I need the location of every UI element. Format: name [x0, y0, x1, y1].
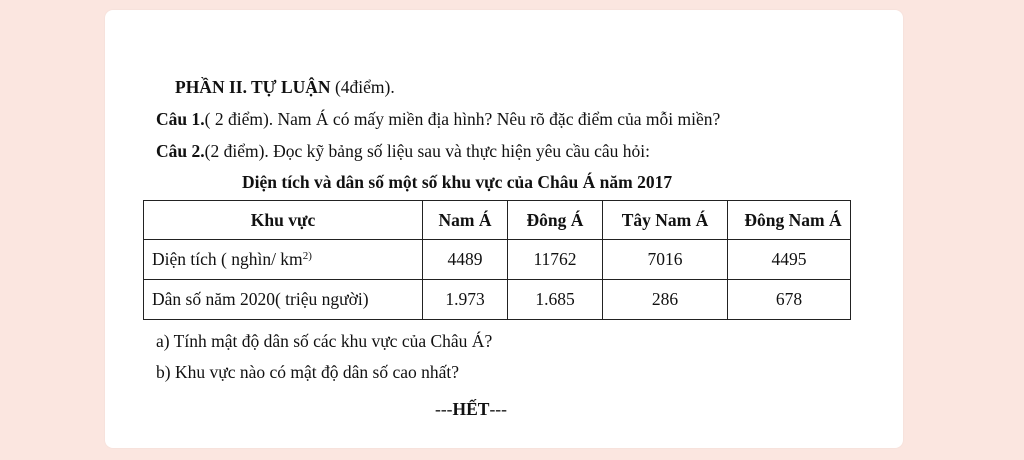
table-header-row: [144, 201, 851, 240]
header-east-asia: Đông Á: [508, 201, 603, 240]
end-dashes-right: ---: [489, 399, 507, 419]
table-cell: 678: [728, 280, 851, 320]
header-southeast-asia: Đông Nam Á: [732, 201, 855, 240]
row-label-area-text: Diện tích ( nghìn/ km: [152, 249, 303, 269]
end-dashes-left: ---: [435, 399, 453, 419]
table-cell: 1.685: [508, 280, 603, 320]
header-region: Khu vực: [144, 201, 423, 240]
document-card: [105, 10, 903, 448]
header-southwest-asia: Tây Nam Á: [603, 201, 728, 240]
table-row: [144, 280, 851, 320]
table-cell: 286: [603, 280, 728, 320]
table-title: Diện tích và dân số một số khu vực của Châu Á năm 2017: [242, 172, 673, 192]
table-cell: 4495: [728, 240, 851, 280]
row-label-population: Dân số năm 2020( triệu người): [144, 280, 423, 320]
table-row: [144, 240, 851, 280]
end-word: HẾT: [452, 399, 490, 419]
section-points: (4điểm).: [330, 77, 395, 97]
row-label-area-sup: 2): [302, 250, 312, 262]
table-cell: 4489: [423, 240, 508, 280]
question-2-label: Câu 2.: [156, 141, 205, 161]
section-title: PHẦN II. TỰ LUẬN: [175, 77, 331, 97]
question-1: [156, 108, 720, 130]
sub-question-b: b) Khu vực nào có mật độ dân số cao nhất?: [156, 362, 460, 382]
question-2-text: (2 điểm). Đọc kỹ bảng số liệu sau và thực hiện yêu cầu câu hỏi:: [204, 141, 651, 161]
data-table: [143, 200, 851, 320]
header-south-asia: Nam Á: [423, 201, 508, 240]
table-cell: 1.973: [423, 280, 508, 320]
end-marker: [435, 398, 507, 420]
question-1-text: ( 2 điểm). Nam Á có mấy miền địa hình? Nêu rõ đặc điểm của mỗi miền?: [204, 109, 721, 129]
sub-question-a: a) Tính mật độ dân số các khu vực của Châu Á?: [156, 331, 493, 351]
section-heading: [175, 76, 395, 98]
table-cell: 7016: [603, 240, 728, 280]
row-label-area: [144, 240, 423, 280]
question-1-label: Câu 1.: [156, 109, 205, 129]
question-2: [156, 140, 650, 162]
table-cell: 11762: [508, 240, 603, 280]
